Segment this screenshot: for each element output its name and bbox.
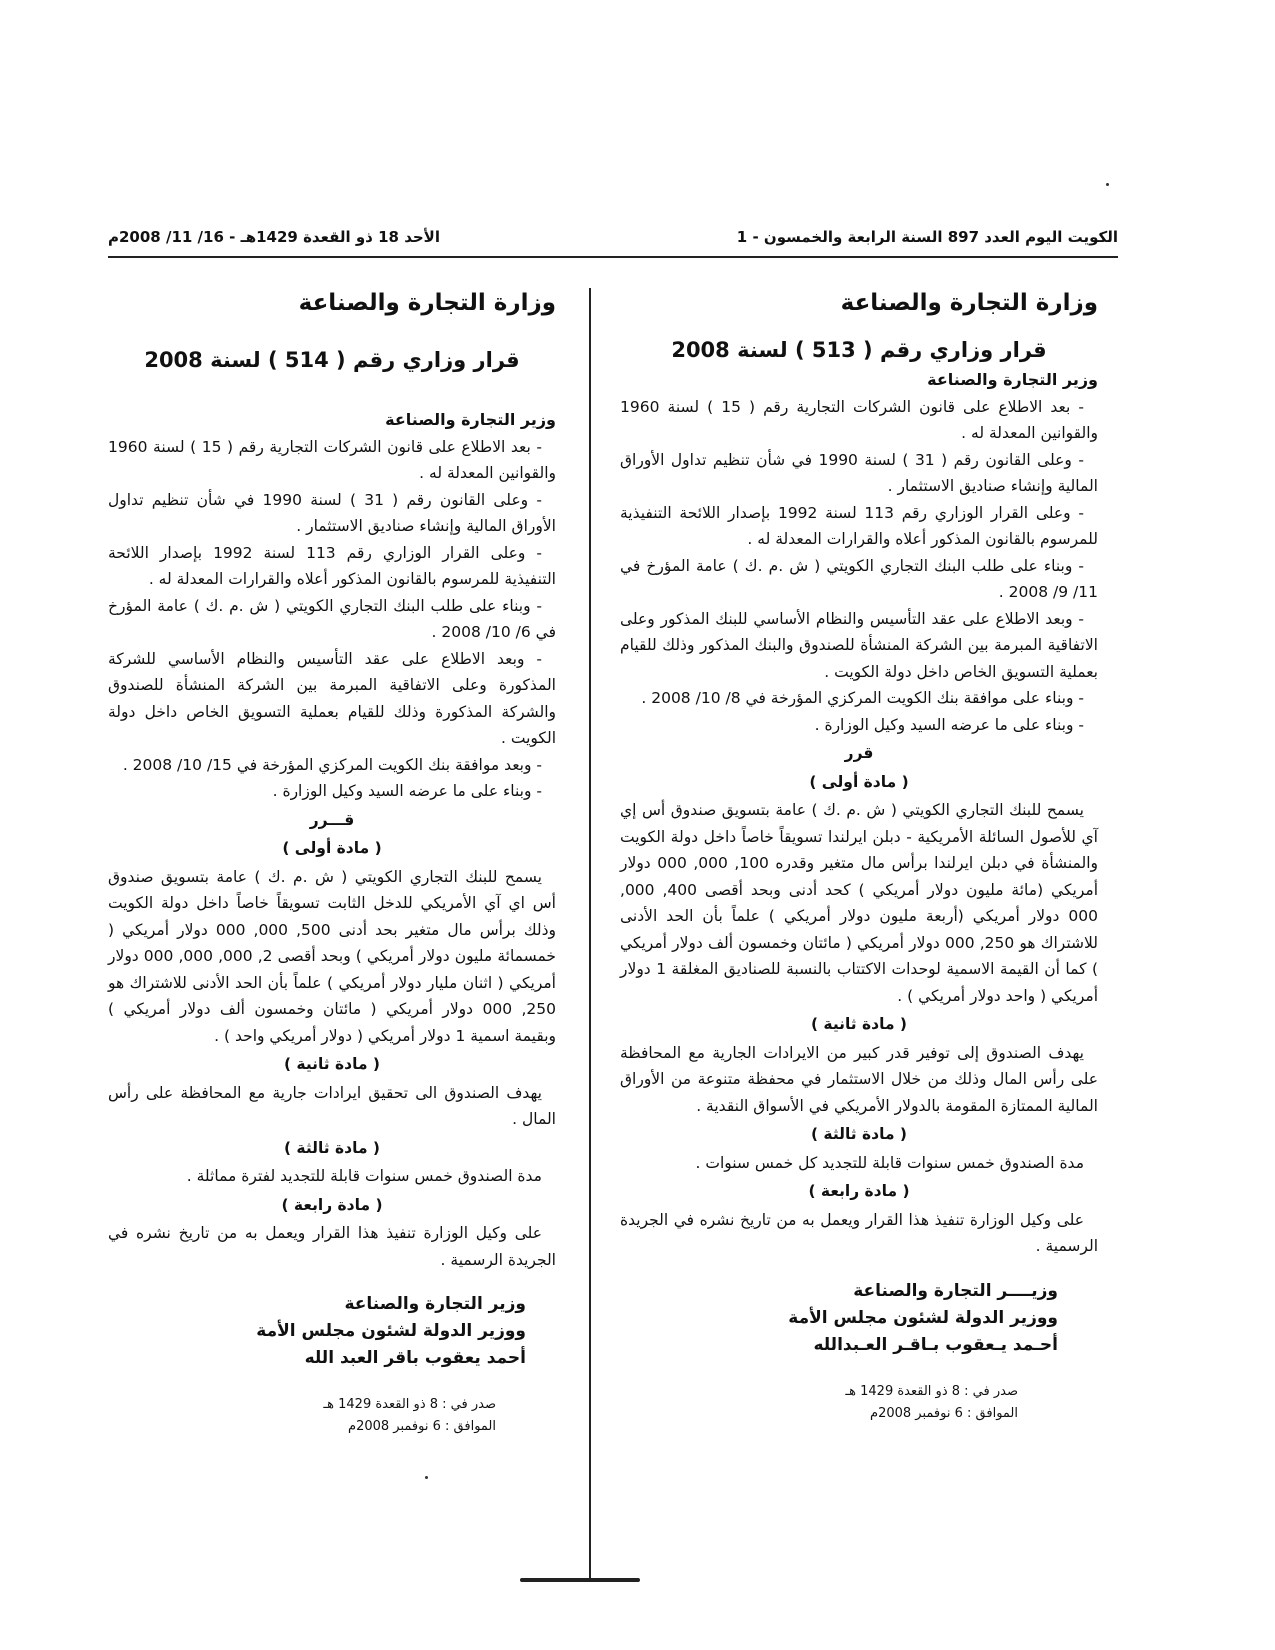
preamble-paragraph: - وبناء على ما عرضه السيد وكيل الوزارة . (272, 782, 542, 800)
preamble-paragraph: - بعد الاطلاع على قانون الشركات التجارية رقم ( 15 ) لسنة 1960 والقوانين المعدلة له . (108, 437, 556, 482)
preamble-paragraph: - وبناء على موافقة بنك الكويت المركزي المؤرخة في 8/ 10/ 2008 . (641, 689, 1084, 707)
decree-514-column (108, 290, 556, 1438)
signature-name: أحـمد يـعقوب بـاقـر العـبدالله (813, 1334, 1058, 1355)
header-date: الأحد 18 ذو القعدة 1429هـ - 16/ 11/ 2008م (108, 228, 440, 246)
scan-speck (1106, 183, 1109, 186)
article-2-text: يهدف الصندوق الى تحقيق ايرادات جارية مع المحافظة على رأس المال . (108, 1083, 556, 1128)
issue-date-block (108, 1394, 556, 1438)
decided-heading: قـــرر (309, 810, 355, 829)
preamble-paragraph: - وعلى القانون رقم ( 31 ) لسنة 1990 في شأن تنظيم تداول الأوراق المالية وإنشاء صناديق الاستثمار . (108, 490, 556, 535)
decree-513-column (620, 290, 1098, 1425)
article-1-text: يسمح للبنك التجاري الكويتي ( ش .م .ك ) عامة بتسويق صندوق أس اي آي الأمريكي للدخل الثابت تسويقاً خاصاً داخل دولة الكويت وذلك برأس مال متغير بحد أدنى 500, 000, 000 دولار أمريكي ( خمسمائة مليون دولار أمريكي ) وبحد أقصى 2, 000, 000, 000 دولار أمريكي ( اثنان مليار دولار أمريكي ) علماً بأن الحد الأدنى للاشتراك هو 250, 000 دولار أمريكي ( مائتان وخمسون ألف دولار أمريكي ) وبقيمة اسمية 1 دولار أمريكي ( دولار أمريكي واحد ) . (108, 867, 557, 1045)
article-3-heading: ( مادة ثالثة ) (283, 1138, 381, 1157)
signature-line: ووزير الدولة لشئون مجلس الأمة (256, 1321, 526, 1341)
article-2-text: يهدف الصندوق إلى توفير قدر كبير من الايرادات الجارية مع المحافظة على رأس المال وذلك من خلال الاستثمار في محفظة متنوعة من الأوراق المالية الممتازة المقومة بالدولار الأمريكي في الأسواق النقدية . (620, 1043, 1098, 1115)
corresponding-date: الموافق : 6 نوفمبر 2008م (348, 1419, 496, 1434)
preamble-paragraph: - وبعد موافقة بنك الكويت المركزي المؤرخة في 15/ 10/ 2008 . (122, 755, 542, 774)
article-3-heading: ( مادة ثالثة ) (810, 1125, 908, 1143)
signature-line: وزيــــر التجارة والصناعة (853, 1280, 1058, 1301)
preamble-paragraph: - وعلى القرار الوزاري رقم 113 لسنة 1992 بإصدار اللائحة التنفيذية للمرسوم بالقانون المذكور أعلاه والقرارات المعدلة له . (620, 503, 1098, 548)
minister-title: وزير التجارة والصناعة (385, 410, 556, 429)
header-issue-info: الكويت اليوم العدد 897 السنة الرابعة والخمسون - 1 (736, 228, 1118, 246)
preamble-paragraph: - وبناء على طلب البنك التجاري الكويتي ( ش .م .ك ) عامة المؤرخ في 11/ 9/ 2008 . (620, 556, 1098, 601)
issue-date-block (620, 1381, 1098, 1425)
preamble-paragraph: - وبناء على ما عرضه السيد وكيل الوزارة . (814, 715, 1084, 734)
corresponding-date: الموافق : 6 نوفمبر 2008م (870, 1405, 1018, 1421)
scan-speck (425, 1476, 428, 1479)
preamble-paragraph: - وعلى القانون رقم ( 31 ) لسنة 1990 في شأن تنظيم تداول الأوراق المالية وإنشاء صناديق الاستثمار . (620, 450, 1098, 495)
article-4-text: على وكيل الوزارة تنفيذ هذا القرار ويعمل به من تاريخ نشره في الجريدة الرسمية . (108, 1224, 556, 1269)
article-3-text: مدة الصندوق خمس سنوات قابلة للتجديد لفترة مماثلة . (186, 1167, 542, 1185)
signature-line: وزير التجارة والصناعة (344, 1294, 526, 1314)
footer-rule (520, 1578, 640, 1582)
article-2-heading: ( مادة ثانية ) (283, 1055, 381, 1073)
article-4-heading: ( مادة رابعة ) (808, 1182, 910, 1200)
signature-block (108, 1291, 556, 1372)
issued-date: صدر في : 8 ذو القعدة 1429 هـ (323, 1397, 496, 1412)
preamble-paragraph: - بعد الاطلاع على قانون الشركات التجارية رقم ( 15 ) لسنة 1960 والقوانين المعدلة له . (620, 397, 1098, 442)
signature-block (620, 1278, 1098, 1359)
preamble-paragraph: - وبعد الاطلاع على عقد التأسيس والنظام الأساسي للبنك المذكور وعلى الاتفاقية المبرمة بين الشركة المنشأة للصندوق والبنك المذكور وذلك للقيام بعملية التسويق الخاص داخل دولة الكويت . (620, 609, 1098, 681)
article-4-text: على وكيل الوزارة تنفيذ هذا القرار ويعمل به من تاريخ نشره في الجريدة الرسمية . (620, 1210, 1098, 1255)
preamble-paragraph: - وبناء على طلب البنك التجاري الكويتي ( ش .م .ك ) عامة المؤرخ في 6/ 10/ 2008 . (108, 596, 556, 641)
decided-heading: قرر (844, 744, 874, 762)
article-1-heading: ( مادة أولى ) (282, 839, 382, 857)
ministry-heading: وزارة التجارة والصناعة (840, 290, 1098, 316)
article-2-heading: ( مادة ثانية ) (810, 1015, 908, 1033)
decree-title: قرار وزاري رقم ( 513 ) لسنة 2008 (671, 337, 1047, 362)
column-divider (589, 288, 591, 1578)
article-1-text: يسمح للبنك التجاري الكويتي ( ش .م .ك ) عامة بتسويق صندوق أس إي آي للأصول السائلة الأمريكية - دبلن ايرلندا تسويقاً خاصاً داخل دولة الكويت والمنشأة في دبلن ايرلندا برأس مال متغير وقدره 100, 000, 000 دولار أمريكي (مائة مليون دولار أمريكي ) كحد أدنى وبحد أقصى 400, 000, 000 دولار أمريكي (أربعة مليون دولار أمريكي ) علماً بأن الحد الأدنى للاشتراك هو 250, 000 دولار أمريكي ( مائتان وخمسون ألف دولار أمريكي ) كما أن القيمة الاسمية لوحدات الاكتتاب بالنسبة للصناديق المغلقة 1 دولار أمريكي ( واحد دولار أمريكي ) . (620, 801, 1099, 1005)
preamble-paragraph: - وعلى القرار الوزاري رقم 113 لسنة 1992 بإصدار اللائحة التنفيذية للمرسوم بالقانون المذكور أعلاه والقرارات المعدلة له . (108, 543, 556, 588)
preamble-paragraph: - وبعد الاطلاع على عقد التأسيس والنظام الأساسي للشركة المذكورة وعلى الاتفاقية المبرمة بين الشركة المنشأة للصندوق والشركة المذكورة وذلك للقيام بعملية التسويق الخاص داخل دولة الكويت . (108, 649, 556, 747)
page-header (108, 226, 1118, 258)
decree-title: قرار وزاري رقم ( 514 ) لسنة 2008 (144, 347, 520, 372)
article-1-heading: ( مادة أولى ) (809, 772, 909, 791)
article-4-heading: ( مادة رابعة ) (281, 1195, 383, 1214)
signature-line: ووزير الدولة لشئون مجلس الأمة (788, 1307, 1058, 1328)
ministry-heading: وزارة التجارة والصناعة (298, 290, 556, 316)
minister-title: وزير التجارة والصناعة (927, 370, 1098, 389)
article-3-text: مدة الصندوق خمس سنوات قابلة للتجديد كل خمس سنوات . (695, 1153, 1084, 1172)
issued-date: صدر في : 8 ذو القعدة 1429 هـ (845, 1383, 1018, 1399)
signature-name: أحمد يعقوب باقر العبد الله (304, 1348, 526, 1368)
